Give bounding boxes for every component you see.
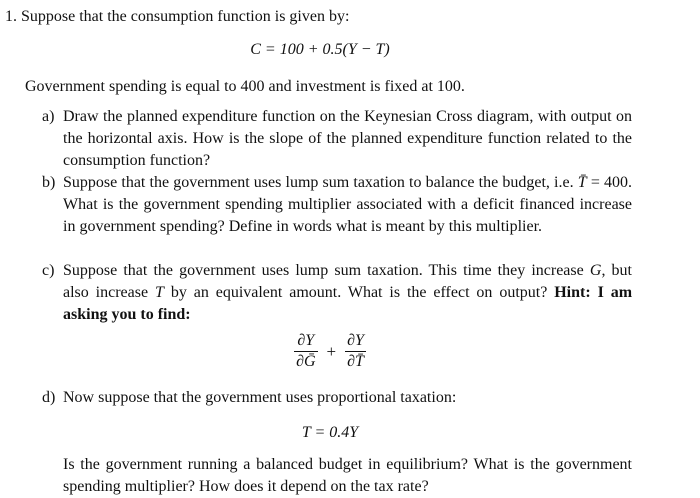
government-statement: Government spending is equal to 400 and investment is fixed at 100. [25, 78, 465, 95]
part-d-follow-up: Is the government running a balanced budget in equilibrium? What is the government spending multiplier? How does it depend on the tax rate? [63, 456, 632, 495]
part-b-body [63, 172, 632, 238]
question-header [5, 6, 349, 28]
part-b-tbar: T̄ [577, 174, 587, 191]
part-d-text: Now suppose that the government uses proportional taxation: [63, 389, 457, 406]
part-c-text-3: by an equivalent amount. What is the effect on output? [170, 284, 548, 301]
part-d [42, 387, 632, 409]
tax-equation: T = 0.4Y [301, 424, 359, 441]
fraction-dy-dt [345, 332, 366, 371]
part-b-text-before: Suppose that the government uses lump sum taxation to balance the budget, i.e. [63, 174, 574, 191]
part-a-text: Draw the planned expenditure function on the Keynesian Cross diagram, with output on the horizontal axis. How is the slope of the planned expenditure function related to the consumption function? [63, 108, 632, 169]
fraction-dy-dg [294, 332, 317, 371]
fraction-2-denominator: ∂T̄ [347, 353, 364, 370]
part-a [42, 106, 632, 172]
plus-sign: + [326, 341, 337, 361]
part-c-text-1: Suppose that the government uses lump sum taxation. This time they increase [63, 262, 584, 279]
part-c-body [63, 260, 632, 326]
part-a-label: a) [42, 108, 55, 125]
fraction-2-numerator: ∂Y [345, 332, 366, 352]
fraction-1-numerator: ∂Y [294, 332, 317, 352]
part-c [42, 260, 632, 326]
partial-derivative-expression [0, 332, 660, 371]
part-c-text-2: , but also increase [63, 262, 633, 301]
part-c-label: c) [42, 262, 55, 279]
part-d-label: d) [42, 389, 56, 406]
question-number: 1. [5, 8, 17, 25]
part-b [42, 172, 632, 238]
part-c-hint: Hint: I am asking you to find: [63, 284, 633, 323]
question-intro: Suppose that the consumption function is given by: [21, 8, 350, 25]
part-c-var-t: T [155, 284, 164, 301]
part-b-label: b) [42, 174, 56, 191]
consumption-equation: C = 100 + 0.5(Y − T) [250, 41, 390, 58]
part-b-text-after: = 400. What is the government spending multiplier associated with a deficit financed increase in government spending? Define in words what is meant by this multiplier. [63, 174, 633, 235]
part-c-var-g: G [589, 262, 602, 279]
fraction-1-denominator: ∂Ḡ [296, 353, 316, 370]
